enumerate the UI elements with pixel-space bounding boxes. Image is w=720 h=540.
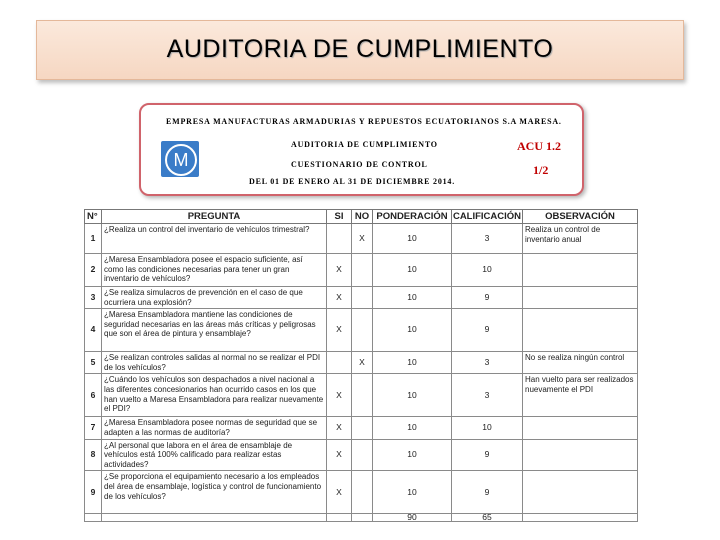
row-observation [523,471,638,514]
totals-row [85,514,638,522]
row-yes: X [327,254,352,287]
row-number: 3 [85,287,102,309]
row-observation: Realiza un control de inventario anual [523,224,638,254]
col-header-number: N° [85,210,102,224]
page-number: 1/2 [533,163,549,177]
col-header-question: PREGUNTA [102,210,327,224]
slide-title-band [36,20,684,80]
table-row [85,254,638,287]
row-weighting: 10 [373,352,452,374]
row-yes [327,352,352,374]
row-score: 9 [452,471,523,514]
col-header-observation: OBSERVACIÓN [523,210,638,224]
row-score: 3 [452,374,523,417]
row-question: ¿Se proporciona el equipamiento necesario a los empleados del área de ensamblaje, logística y control de funcionamiento de los vehículos? [102,471,327,514]
row-no [352,254,373,287]
row-no [352,374,373,417]
row-number: 4 [85,309,102,352]
row-score: 10 [452,417,523,439]
row-weighting: 10 [373,224,452,254]
row-observation [523,287,638,309]
row-observation: No se realiza ningún control [523,352,638,374]
row-yes: X [327,439,352,471]
row-question: ¿Al personal que labora en el área de ensamblaje de vehículos está 100% calificado para realizar estas actividades? [102,439,327,471]
row-weighting: 10 [373,287,452,309]
row-number: 8 [85,439,102,471]
table-row [85,439,638,471]
row-yes: X [327,417,352,439]
logo-letter: M [165,144,197,176]
table-row [85,287,638,309]
row-number: 7 [85,417,102,439]
total-score: 65 [452,514,523,522]
company-logo [161,141,199,177]
row-question: ¿Realiza un control del inventario de vehículos trimestral? [102,224,327,254]
audit-type: AUDITORIA DE CUMPLIMIENTO [291,140,438,149]
row-no [352,417,373,439]
table-header-row [85,210,638,224]
slide-title: AUDITORIA DE CUMPLIMIENTO [166,35,554,63]
row-number: 2 [85,254,102,287]
row-yes [327,224,352,254]
audit-period: DEL 01 DE ENERO AL 31 DE DICIEMBRE 2014. [249,177,456,186]
row-weighting: 10 [373,417,452,439]
row-score: 9 [452,439,523,471]
table-row [85,352,638,374]
table-row [85,309,638,352]
row-yes: X [327,374,352,417]
row-observation [523,417,638,439]
row-no: X [352,352,373,374]
row-score: 9 [452,309,523,352]
control-questionnaire-table [84,209,638,522]
row-observation [523,254,638,287]
table-row [85,224,638,254]
table-row [85,374,638,417]
row-no [352,309,373,352]
row-weighting: 10 [373,254,452,287]
row-question: ¿Se realizan controles salidas al normal no se realizar el PDI de los vehículos? [102,352,327,374]
company-name: EMPRESA MANUFACTURAS ARMADURIAS Y REPUESTOS ECUATORIANOS S.A MARESA. [166,117,562,126]
row-yes: X [327,287,352,309]
row-yes: X [327,471,352,514]
table-row [85,471,638,514]
table-row [85,417,638,439]
row-score: 3 [452,224,523,254]
row-question: ¿Se realiza simulacros de prevención en el caso de que ocurriera una explosión? [102,287,327,309]
row-weighting: 10 [373,374,452,417]
row-question: ¿Maresa Ensambladora mantiene las condiciones de seguridad necesarias en las áreas más críticas y peligrosas que son el área de pintura y ensamblaje? [102,309,327,352]
audit-header-card [139,103,584,196]
document-code: ACU 1.2 [517,139,561,153]
row-no [352,287,373,309]
row-observation: Han vuelto para ser realizados nuevamente el PDI [523,374,638,417]
row-score: 3 [452,352,523,374]
row-score: 9 [452,287,523,309]
row-question: ¿Maresa Ensambladora posee normas de seguridad que se adapten a las normas de auditoría? [102,417,327,439]
col-header-no: NO [352,210,373,224]
questionnaire-label: CUESTIONARIO DE CONTROL [291,160,428,169]
row-number: 6 [85,374,102,417]
row-yes: X [327,309,352,352]
row-number: 1 [85,224,102,254]
row-no [352,439,373,471]
row-score: 10 [452,254,523,287]
row-number: 5 [85,352,102,374]
row-question: ¿Cuándo los vehículos son despachados a nivel nacional a las diferentes concesionarios han ocurrido casos en los que han vuelto a Maresa Ensambladora para realizar nuevamente el PDI? [102,374,327,417]
row-no: X [352,224,373,254]
row-question: ¿Maresa Ensambladora posee el espacio suficiente, así como las condiciones necesarias para tener un gran inventario de vehículos? [102,254,327,287]
col-header-score: CALIFICACIÓN [452,211,522,222]
row-weighting: 10 [373,471,452,514]
row-observation [523,439,638,471]
col-header-weighting: PONDERACIÓN [373,210,452,224]
total-weighting: 90 [373,514,452,522]
row-weighting: 10 [373,439,452,471]
row-weighting: 10 [373,309,452,352]
row-number: 9 [85,471,102,514]
col-header-yes: SI [327,210,352,224]
row-observation [523,309,638,352]
row-no [352,471,373,514]
